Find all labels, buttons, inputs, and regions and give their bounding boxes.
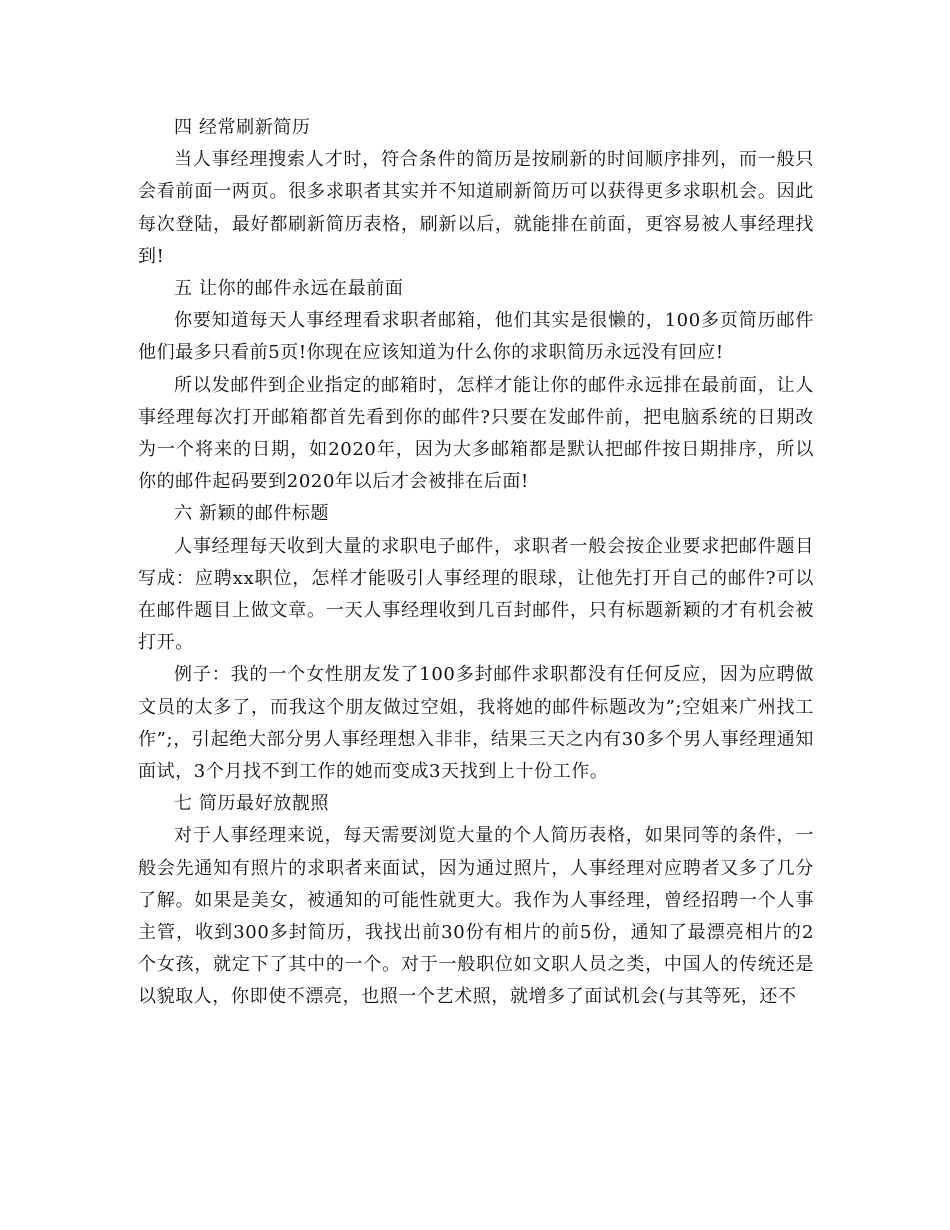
section-7-paragraph-1: 对于人事经理来说，每天需要浏览大量的个人简历表格，如果同等的条件，一般会先通知有照片的求职者来面试，因为通过照片，人事经理对应聘者又多了几分了解。如果是美女，被通知的可能性就更大。我作为人事经理，曾经招聘一个人事主管，收到300多封简历，我找出前30份有相片的前5份，通知了最漂亮相片的2个女孩，就定下了其中的一个。对于一般职位如文职人员之类，中国人的传统还是以貌取人，你即使不漂亮，也照一个艺术照，就增多了面试机会(与其等死，还不: [138, 825, 814, 1008]
section-heading-7: 七 简历最好放靓照: [174, 793, 330, 815]
section-4-paragraph-1: 当人事经理搜索人才时，符合条件的简历是按刷新的时间顺序排列，而一般只会看前面一两页。很多求职者其实并不知道刷新简历可以获得更多求职机会。因此每次登陆，最好都刷新简历表格，刷新以后，就能排在前面，更容易被人事经理找到!: [138, 149, 814, 267]
section-5-paragraph-2: 所以发邮件到企业指定的邮箱时，怎样才能让你的邮件永远排在最前面，让人事经理每次打开邮箱都首先看到你的邮件?只要在发邮件前，把电脑系统的日期改为一个将来的日期，如2020年，因为大多邮箱都是默认把邮件按日期排序，所以你的邮件起码要到2020年以后才会被排在后面!: [138, 374, 814, 493]
section-5-paragraph-1: 你要知道每天人事经理看求职者邮箱，他们其实是很懒的，100多页简历邮件他们最多只看前5页!你现在应该知道为什么你的求职简历永远没有回应!: [138, 310, 814, 364]
document-page: [138, 112, 814, 1014]
section-6-paragraph-2: 例子：我的一个女性朋友发了100多封邮件求职都没有任何反应，因为应聘做文员的太多了，而我这个朋友做过空姐，我将她的邮件标题改为”;空姐来广州找工作”;，引起绝大部分男人事经理想入非非，结果三天之内有30多个男人事经理通知面试，3个月找不到工作的她而变成3天找到上十份工作。: [138, 664, 814, 783]
section-heading-4: 四 经常刷新简历: [174, 117, 311, 138]
section-6-paragraph-1: 人事经理每天收到大量的求职电子邮件，求职者一般会按企业要求把邮件题目写成：应聘xx职位，怎样才能吸引人事经理的眼球，让他先打开自己的邮件?可以在邮件题目上做文章。一天人事经理收到几百封邮件，只有标题新颖的才有机会被打开。: [138, 535, 814, 654]
section-heading-6: 六 新颖的邮件标题: [174, 503, 330, 525]
section-heading-5: 五 让你的邮件永远在最前面: [174, 278, 404, 300]
